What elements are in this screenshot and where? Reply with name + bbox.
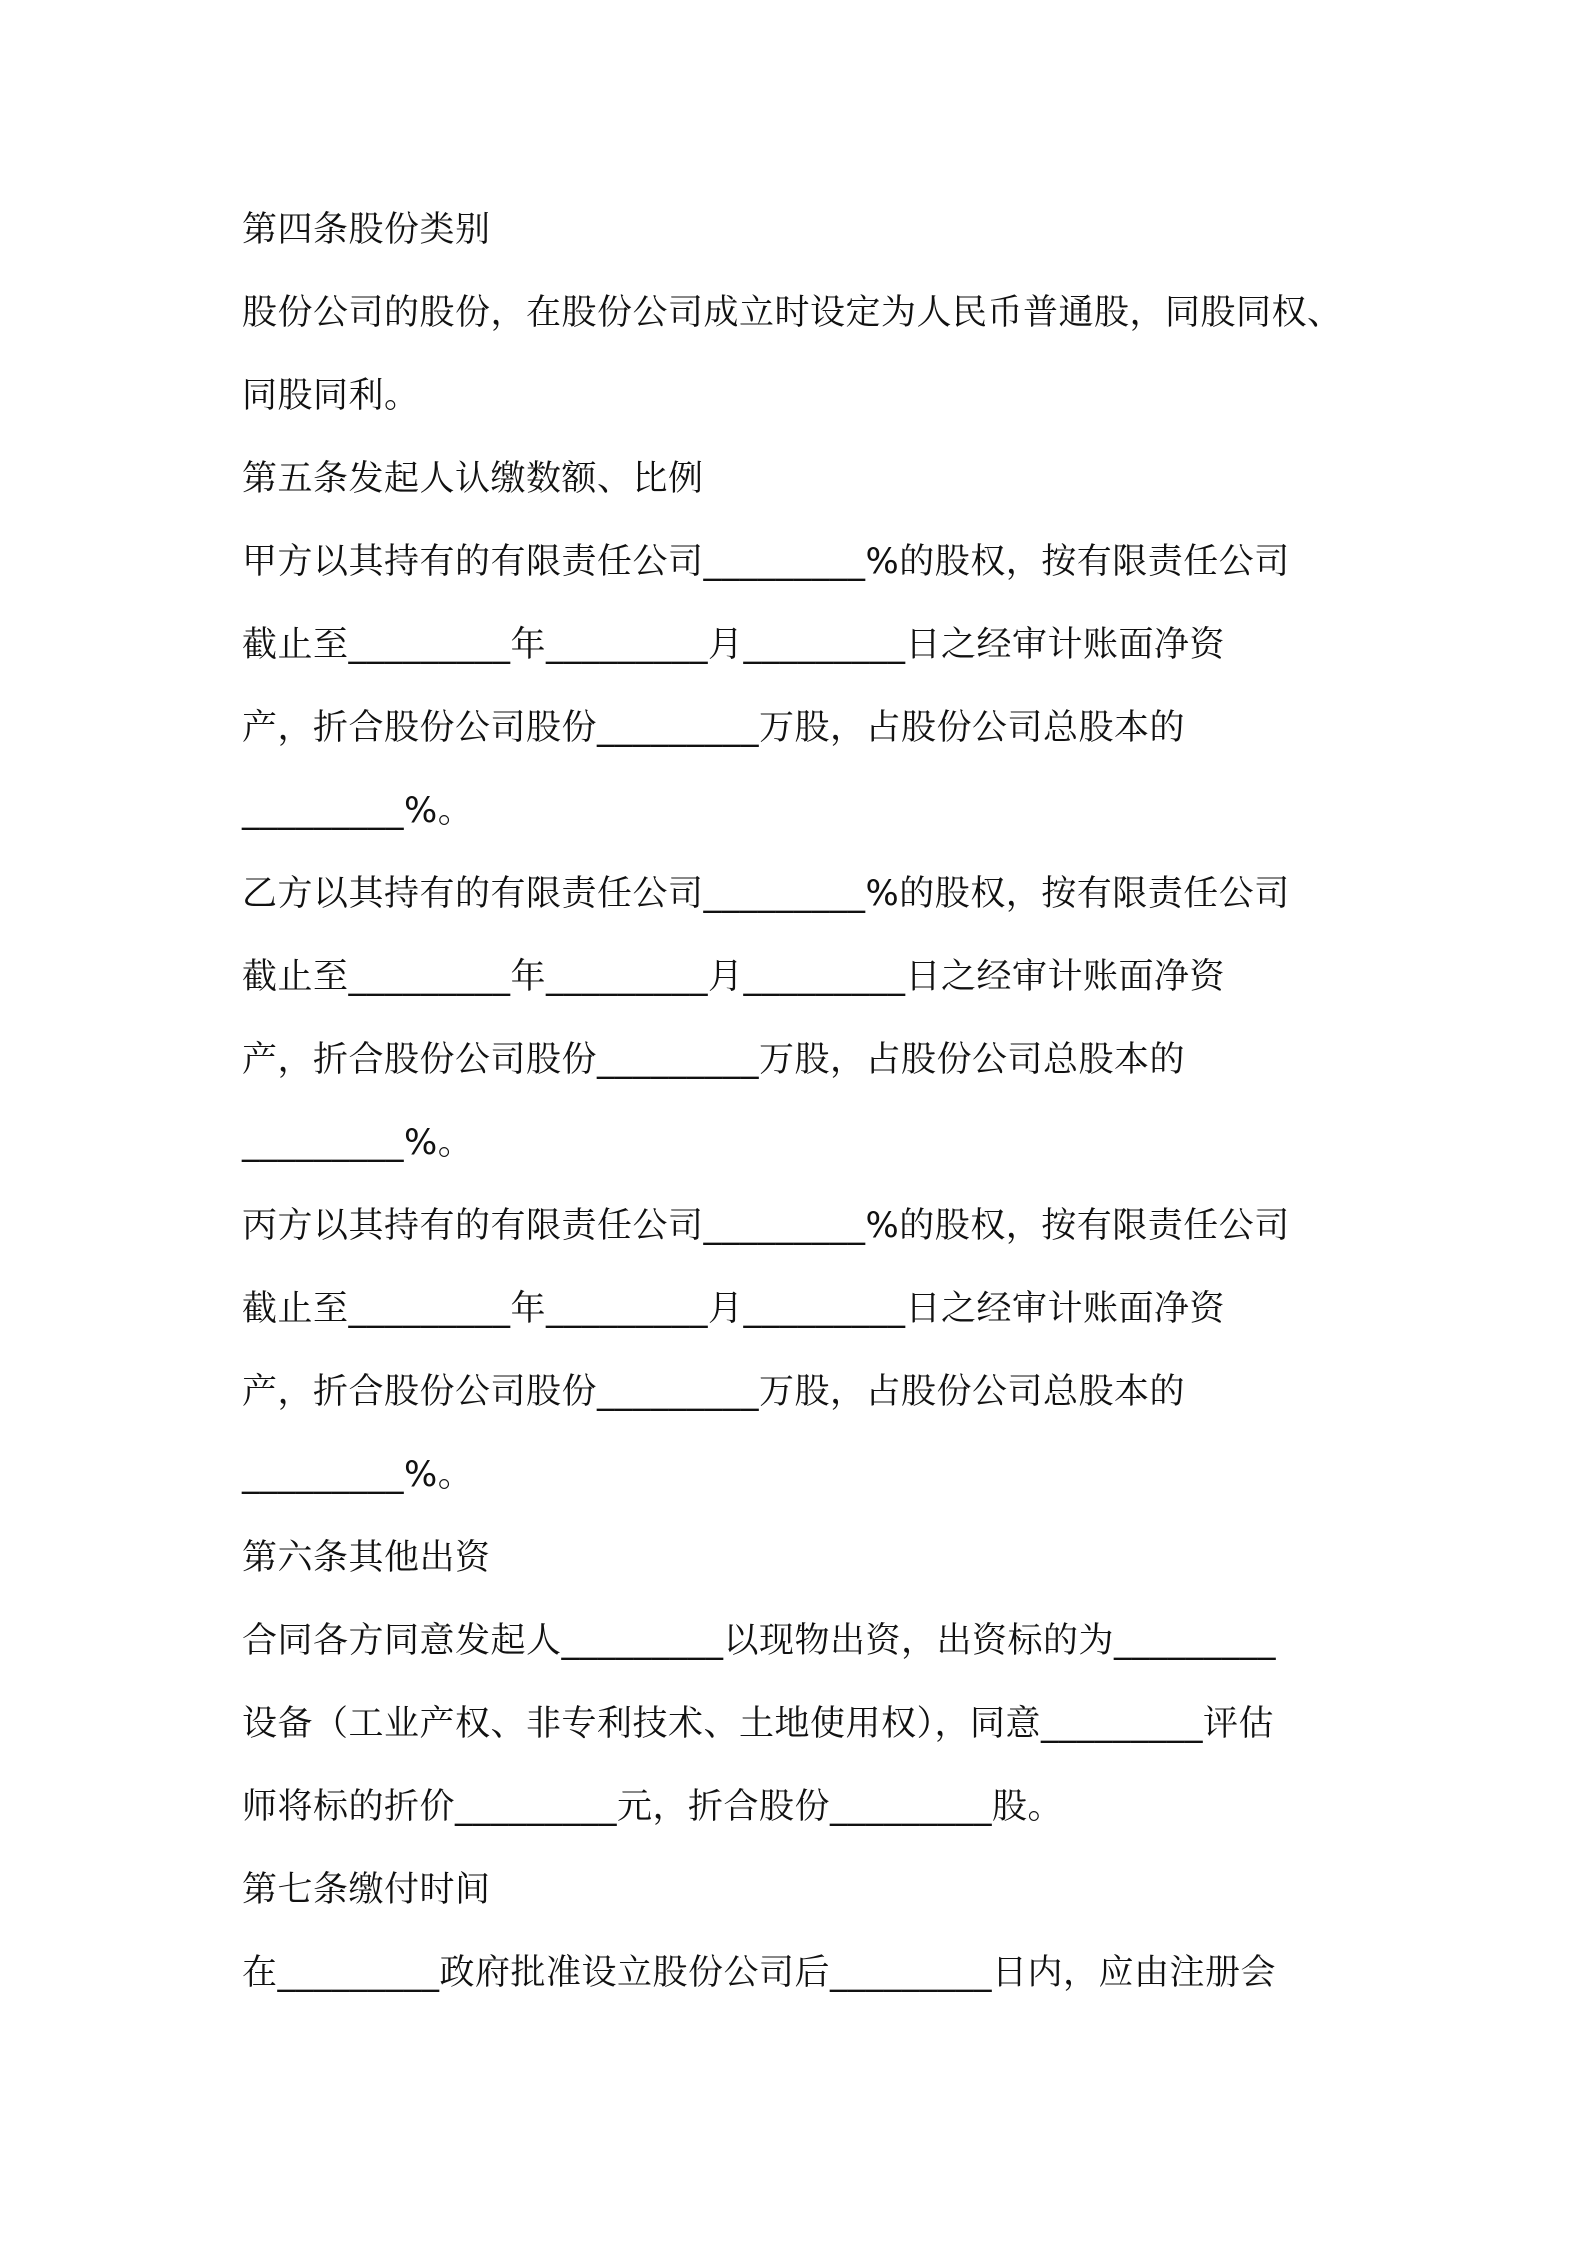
party-a-line-4: _________%。 <box>242 791 474 831</box>
other-contribution-line-3: 师将标的折价_________元，折合股份_________股。 <box>242 1787 1064 1827</box>
other-contribution-line-1: 合同各方同意发起人_________以现物出资，出资标的为_________ <box>242 1621 1277 1661</box>
party-b-line-4: _________%。 <box>242 1123 474 1163</box>
party-a-line-2: 截止至_________年_________月_________日之经审计账面净资 <box>242 625 1226 665</box>
heading-article-5: 第五条发起人认缴数额、比例 <box>242 459 704 499</box>
party-c-line-3: 产，折合股份公司股份_________万股，占股份公司总股本的 <box>242 1372 1186 1412</box>
paragraph-share-class: 股份公司的股份，在股份公司成立时设定为人民币普通股，同股同权、 <box>242 293 1343 333</box>
party-b-line-1: 乙方以其持有的有限责任公司_________%的股权，按有限责任公司 <box>242 874 1290 914</box>
heading-article-6: 第六条其他出资 <box>242 1538 491 1578</box>
party-b-line-3: 产，折合股份公司股份_________万股，占股份公司总股本的 <box>242 1040 1186 1080</box>
party-c-line-1: 丙方以其持有的有限责任公司_________%的股权，按有限责任公司 <box>242 1206 1290 1246</box>
paragraph-share-class-cont: 同股同利。 <box>242 376 420 416</box>
heading-article-4: 第四条股份类别 <box>242 210 491 250</box>
heading-article-7: 第七条缴付时间 <box>242 1870 491 1910</box>
payment-time-line-1: 在_________政府批准设立股份公司后_________日内，应由注册会 <box>242 1953 1277 1993</box>
party-c-line-4: _________%。 <box>242 1455 474 1495</box>
party-b-line-2: 截止至_________年_________月_________日之经审计账面净资 <box>242 957 1226 997</box>
party-a-line-3: 产，折合股份公司股份_________万股，占股份公司总股本的 <box>242 708 1186 748</box>
party-a-line-1: 甲方以其持有的有限责任公司_________%的股权，按有限责任公司 <box>242 542 1290 582</box>
party-c-line-2: 截止至_________年_________月_________日之经审计账面净资 <box>242 1289 1226 1329</box>
other-contribution-line-2: 设备（工业产权、非专利技术、土地使用权），同意_________评估 <box>242 1704 1275 1744</box>
